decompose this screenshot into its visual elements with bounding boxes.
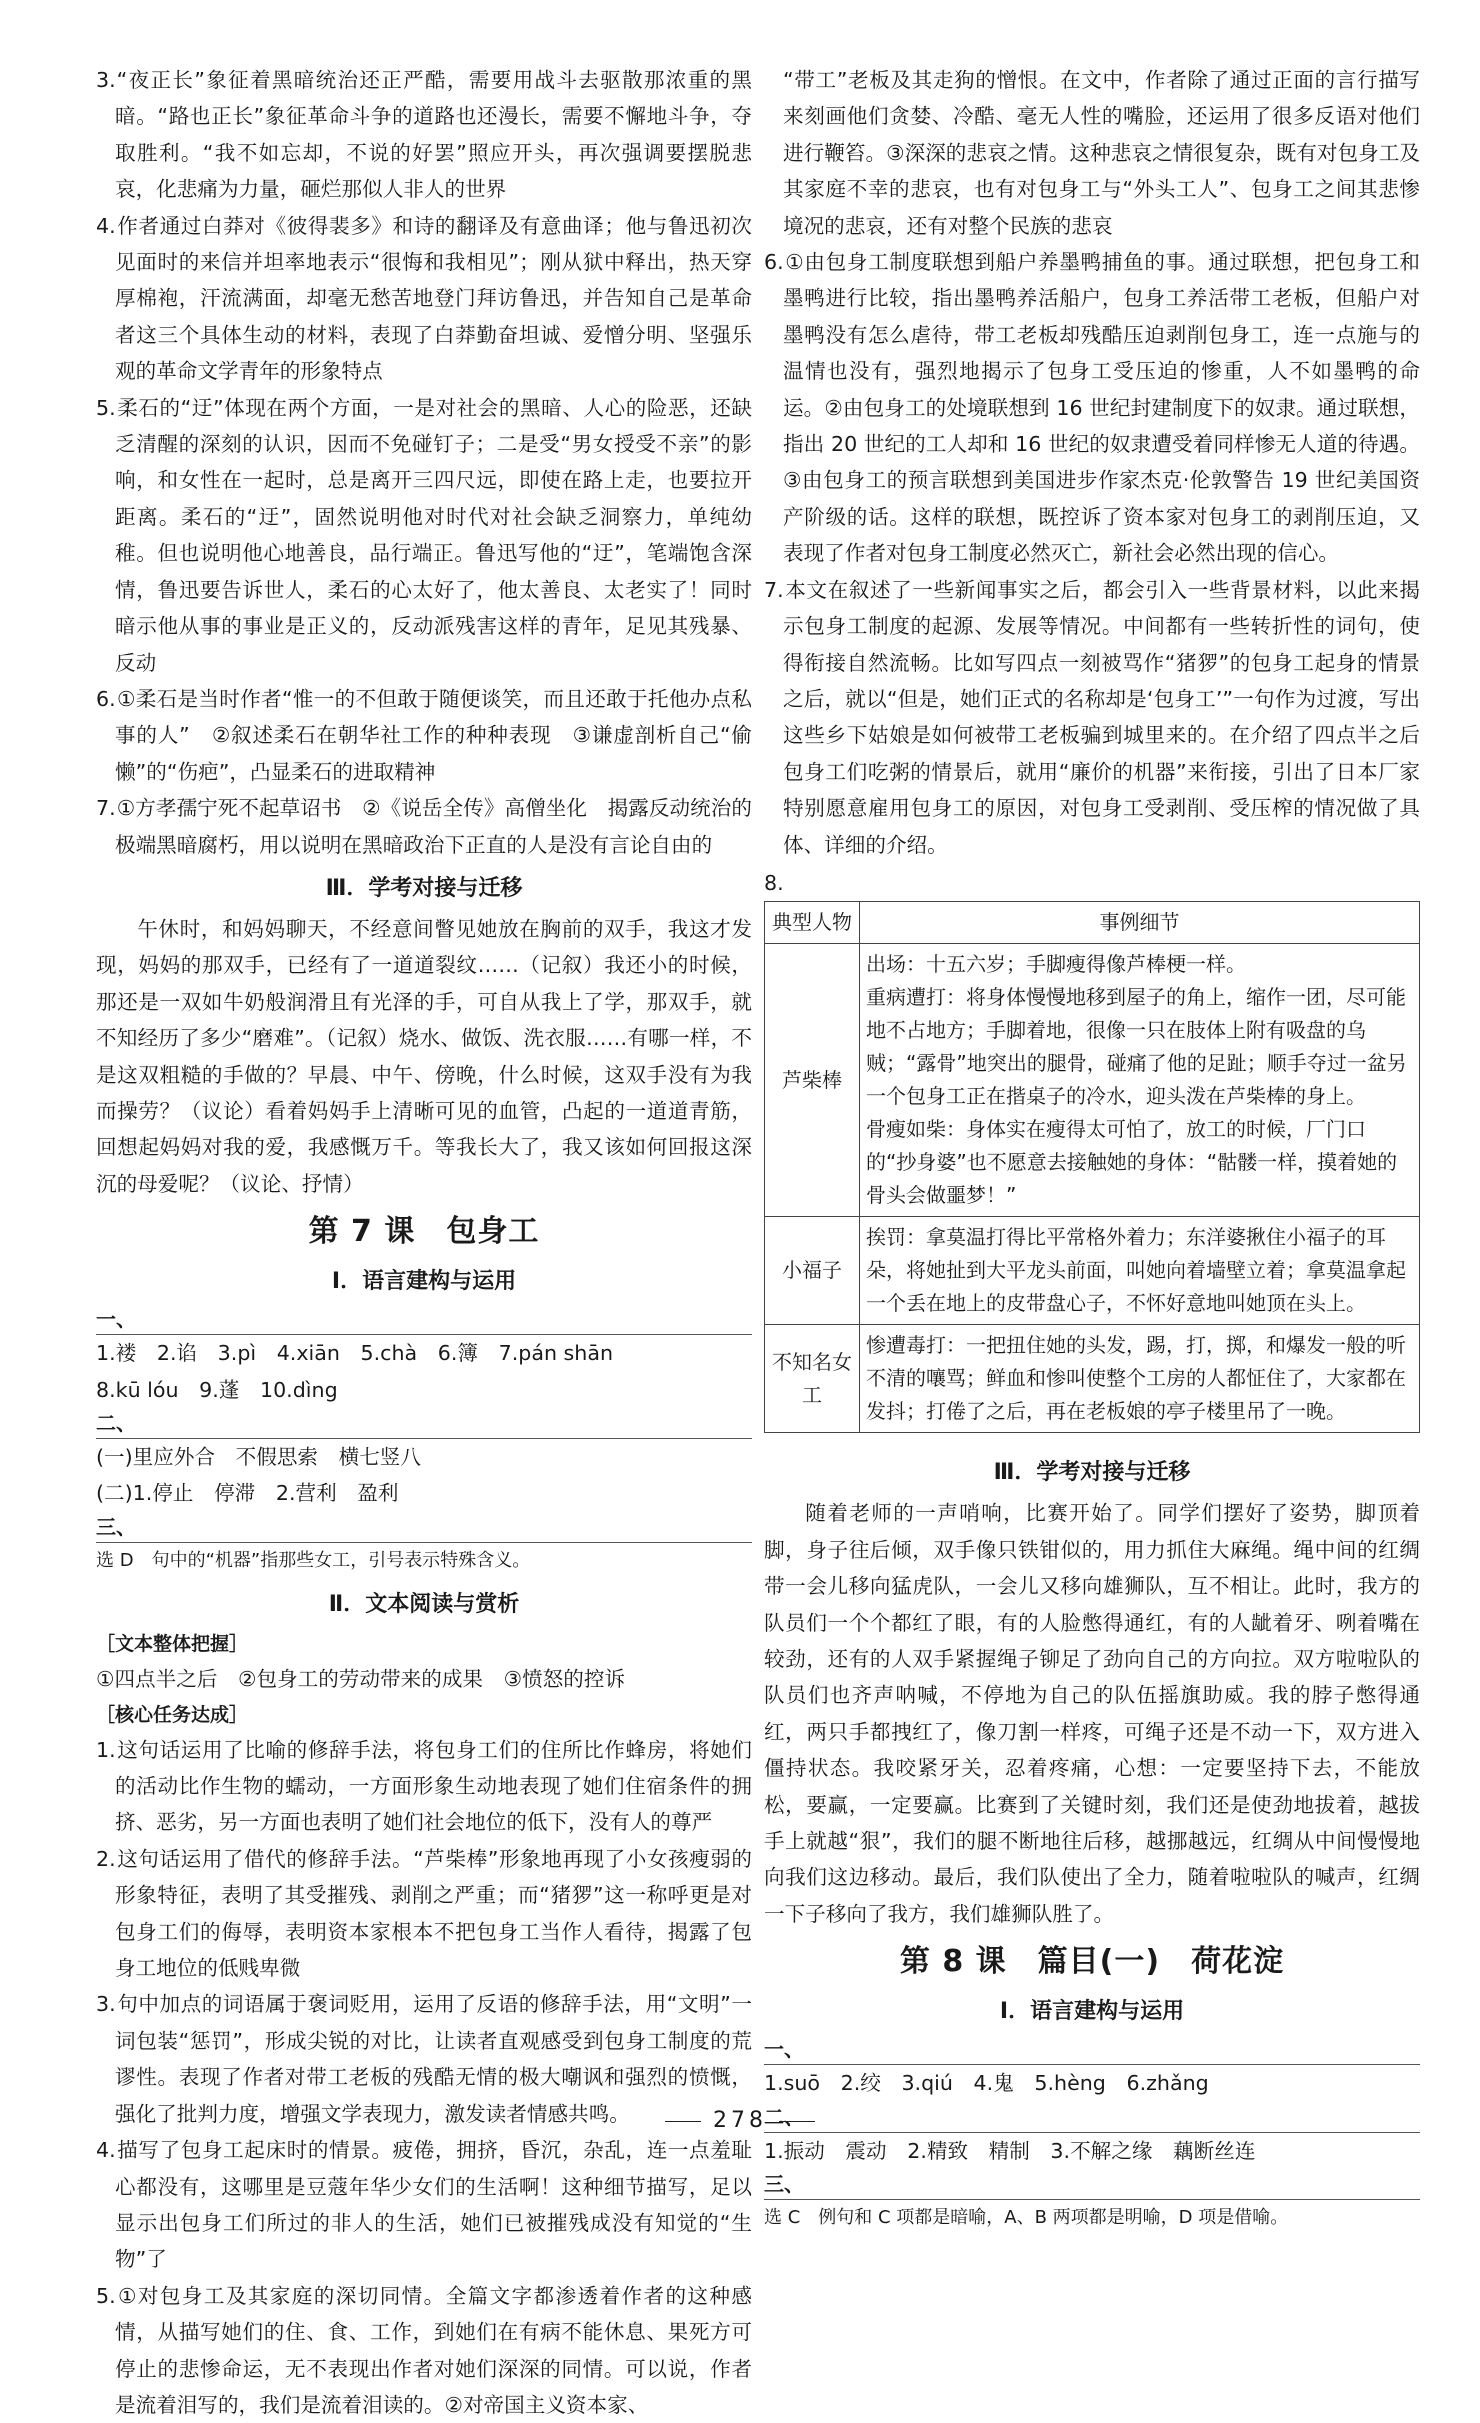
section-title-language-8: Ⅰ．语言建构与运用	[999, 1999, 1185, 2025]
answer-list-top	[96, 62, 752, 863]
part-one-line-8: 1.suō 2.绞 3.qiú 4.鬼 5.hèng 6.zhǎng	[764, 2071, 1209, 2096]
part-two-line-2: (二)1.停止 停滞 2.营利 盈利	[96, 1481, 399, 1506]
answer-number: 7.	[96, 796, 116, 821]
answer-text: ①柔石是当时作者“惟一的不但敢于随便谈笑，而且还敢于托他办点私事的人” ②叙述柔石在朝华社工作的种种表现 ③谦虚剖析自己“偷懒”的“伤疤”，凸显柔石的进取精神	[115, 686, 752, 784]
answer-text: 柔石的“迂”体现在两个方面，一是对社会的黑暗、人心的险恶，还缺乏清醒的深刻的认识，因而不免碰钉子；二是受“男女授受不亲”的影响，和女性在一起时，总是离开三四尺远，即使在路上走，也要拉开距离。柔石的“迂”，固然说明他对时代对社会缺乏洞察力，单纯幼稚。但也说明他心地善良，品行端正。鲁迅写他的“迂”，笔端饱含深情，鲁迅要告诉世人，柔石的心太好了，他太善良、太老实了！同时暗示他从事的事业是正义的，反动派残害这样的青年，足见其残暴、反动	[115, 395, 752, 675]
part-three-label: 三、	[96, 1514, 136, 1539]
table-cell-character: 芦柴棒	[765, 944, 860, 1217]
overall-answer: ①四点半之后 ②包身工的劳动带来的成果 ③愤怒的控诉	[96, 1667, 626, 1692]
answer-text: ①由包身工制度联想到船户养墨鸭捕鱼的事。通过联想，把包身工和墨鸭进行比较，指出墨鸭养活船户，包身工养活带工老板，但船户对墨鸭没有怎么虐待，带工老板却残酷压迫剥削包身工，连一点施与的温情也没有，强烈地揭示了包身工受压迫的惨重，人不如墨鸭的命运。②由包身工的处境联想到 16 世纪封建制度下的奴隶。通过联想，指出 20 世纪的工人却和 16 世纪的奴隶遭受着同样惨无人道的待遇。③由包身工的预言联想到美国进步作家杰克·伦敦警告 19 世纪美国资产阶级的话。这样的联想，既控诉了资本家对包身工的剥削压迫，又表现了作者对包身工制度必然灭亡，新社会必然出现的信心。	[783, 250, 1420, 566]
part-two-line-1: (一)里应外合 不假思索 横七竖八	[96, 1445, 421, 1469]
table-cell-character: 不知名女工	[765, 1325, 860, 1433]
answer-number: 5.	[96, 395, 116, 420]
transfer-answer-left: 午休时，和妈妈聊天，不经意间瞥见她放在胸前的双手，我这才发现，妈妈的那双手，已经有了一道道裂纹……（记叙）我还小的时候，那还是一双如牛奶般润滑且有光泽的手，可自从我上了学，那双手，就不知经历了多少“磨难”。（记叙）烧水、做饭、洗衣服……有哪一样，不是这双粗糙的手做的？早晨、中午、傍晚，什么时候，这双手没有为我而操劳？（议论）看着妈妈手上清晰可见的血管，凸起的一道道青筋，回想起妈妈对我的爱，我感慨万千。等我长大了，我又该如何回报这深沉的母爱呢？（议论、抒情）	[96, 916, 752, 1196]
right-column	[764, 62, 1420, 2236]
answer-text: 描写了包身工起床时的情景。疲倦，拥挤，昏沉，杂乱，连一点羞耻心都没有，这哪里是豆蔻年华少女们的生活啊！这种细节描写，足以显示出包身工们所过的非人的生活，她们已被摧残成没有知觉的“生物”了	[115, 2138, 752, 2272]
answer-list-right	[764, 244, 1420, 863]
item-8-number: 8.	[764, 870, 784, 895]
character-table	[764, 901, 1420, 1433]
part-one-line-1: 1.褛 2.谄 3.pì 4.xiān 5.chà 6.簿 7.pán shān	[96, 1341, 613, 1366]
bracket-heading-overall: ［文本整体把握］	[96, 1633, 249, 1656]
part-one-label: 一、	[96, 1307, 136, 1332]
answer-number: 3.	[96, 1992, 116, 2017]
part-three-line-8: 选 C 例句和 C 项都是暗喻，A、B 两项都是明喻，D 项是借喻。	[764, 2207, 1289, 2229]
lesson-8-title: 第 8 课 篇目(一) 荷花淀	[899, 1944, 1285, 1980]
part-one-label-8: 一、	[764, 2037, 804, 2062]
answer-number: 3.	[96, 68, 116, 92]
footer-dash	[665, 2121, 701, 2122]
section-title-transfer-left: Ⅲ．学考对接与迁移	[325, 875, 523, 901]
answer-item	[96, 2132, 752, 2278]
table-row	[765, 1217, 1420, 1325]
answer-text: ①对包身工及其家庭的深切同情。全篇文字都渗透着作者的这种感情，从描写她们的住、食、工作，到她们在有病不能休息、果死方可停止的悲惨命运，无不表现出作者对她们深深的同情。可以说，作者是流着泪写的，我们是流着泪读的。②对帝国主义资本家、	[115, 2283, 752, 2417]
answer-item	[96, 790, 752, 863]
part-two-label: 二、	[96, 1411, 136, 1435]
page-footer	[0, 2108, 1480, 2133]
left-column	[96, 62, 752, 2423]
answer-text: 句中加点的词语属于褒词贬用，运用了反语的修辞手法，用“文明”一词包装“惩罚”，形成尖锐的对比，让读者直观感受到包身工制度的荒谬性。表现了作者对带工老板的残酷无情的极大嘲讽和强烈的愤慨，强化了批判力度，增强文学表现力，激发读者情感共鸣。	[115, 1992, 752, 2126]
answer-item	[96, 390, 752, 681]
table-header-detail: 事例细节	[860, 902, 1420, 944]
part-two-line-8: 1.振动 震动 2.精致 精制 3.不解之缘 藕断丝连	[764, 2138, 1256, 2163]
table-body	[765, 944, 1420, 1433]
table-cell-detail: 出场：十五六岁；手脚瘦得像芦棒梗一样。 重病遭打：将身体慢慢地移到屋子的角上，缩作一团，尽可能地不占地方；手脚着地，很像一只在肢体上附有吸盘的乌贼；“露骨”地突出的腿骨，碰痛了他的足趾；顺手夺过一盆另一个包身工正在揩桌子的冷水，迎头泼在芦柴棒的身上。 骨瘦如柴：身体实在瘦得太可怕了，放工的时候，厂门口的“抄身婆”也不愿意去接触她的身体：“骷髅一样，摸着她的骨头会做噩梦！”	[860, 944, 1420, 1217]
answer-list-bottom	[96, 1732, 752, 2423]
table-cell-detail: 挨罚：拿莫温打得比平常格外着力；东洋婆揪住小福子的耳朵，将她扯到大平龙头前面，叫她向着墙壁立着；拿莫温拿起一个丢在地上的皮带盘心子，不怀好意地叫她顶在头上。	[860, 1217, 1420, 1325]
table-row	[765, 944, 1420, 1217]
transfer-answer-right: 随着老师的一声哨响，比赛开始了。同学们摆好了姿势，脚顶着脚，身子往后倾，双手像只铁钳似的，用力抓住大麻绳。绳中间的红绸带一会儿移向猛虎队，一会儿又移向雄狮队，互不相让。此时，我方的队员们一个个都红了眼，有的人脸憋得通红，有的人龇着牙、咧着嘴在较劲，还有的人双手紧握绳子铆足了劲向自己的方向拉。双方啦啦队的队员们也齐声呐喊，不停地为自己的队伍摇旗助威。我的脖子憋得通红，两只手都拽红了，像刀割一样疼，可绳子还是不动一下，双方进入僵持状态。我咬紧牙关，忍着疼痛，心想：一定要坚持下去，不能放松，要赢，一定要赢。比赛到了关键时刻，我们还是使劲地拔着，越拔手上就越“狠”，我们的腿不断地往后移，越挪越远，红绸从中间慢慢地向我们这边移动。最后，我们队使出了全力，随着啦啦队的喊声，红绸一下子移向了我方，我们雄狮队胜了。	[764, 1501, 1420, 1926]
table-header-row	[765, 902, 1420, 944]
section-title-reading: Ⅱ．文本阅读与赏析	[328, 1592, 520, 1618]
part-one-line-2: 8.kū lóu 9.蓬 10.dìng	[96, 1377, 338, 1402]
answer-number: 4.	[96, 213, 116, 238]
answer-number: 6.	[96, 686, 116, 711]
answer-number: 1.	[96, 1737, 116, 1762]
answer-text: 本文在叙述了一些新闻事实之后，都会引入一些背景材料，以此来揭示包身工制度的起源、发展等情况。中间都有一些转折性的词句，使得衔接自然流畅。比如写四点一刻被骂作“猪猡”的包身工起身的情景之后，就以“但是，她们正式的名称却是‘包身工’”一句作为过渡，写出这些乡下姑娘是如何被带工老板骗到城里来的。在介绍了四点半之后包身工们吃粥的情景后，就用“廉价的机器”来衔接，引出了日本厂家特别愿意雇用包身工的原因，对包身工受剥削、受压榨的情况做了具体、详细的介绍。	[783, 577, 1420, 857]
answer-item	[764, 244, 1420, 572]
part-two-label-8: 二、	[764, 2104, 804, 2129]
answer-number: 7.	[764, 577, 784, 602]
part-three-line-1: 选 D 句中的“机器”指那些女工，引号表示特殊含义。	[96, 1549, 531, 1571]
answer-item	[96, 208, 752, 390]
answer-number: 2.	[96, 1846, 116, 1871]
table-cell-detail: 惨遭毒打：一把扭住她的头发，踢，打，掷，和爆发一般的听不清的嚷骂；鲜血和惨叫使整个工房的人都怔住了，大家都在发抖；打倦了之后，再在老板娘的亭子楼里吊了一晚。	[860, 1325, 1420, 1433]
page-number: 278	[713, 2108, 767, 2133]
answer-text: 这句话运用了比喻的修辞手法，将包身工们的住所比作蜂房，将她们的活动比作生物的蠕动，一方面形象生动地表现了她们住宿条件的拥挤、恶劣，另一方面也表明了她们社会地位的低下，没有人的尊严	[115, 1737, 752, 1835]
answer-item	[96, 62, 752, 208]
answer-item	[96, 1732, 752, 1841]
answer-number: 6.	[764, 250, 784, 275]
answer-text: ①方孝孺宁死不起草诏书 ②《说岳全传》高僧坐化 揭露反动统治的极端黑暗腐朽，用以说明在黑暗政治下正直的人是没有言论自由的	[115, 796, 752, 857]
answer-text: “夜正长”象征着黑暗统治还正严酷，需要用战斗去驱散那浓重的黑暗。“路也正长”象征革命斗争的道路也还漫长，需要不懈地斗争，夺取胜利。“我不如忘却，不说的好罢”照应开头，再次强调要摆脱悲哀，化悲痛为力量，砸烂那似人非人的世界	[115, 68, 752, 202]
answer-item	[764, 572, 1420, 863]
answer-item	[96, 1841, 752, 1987]
section-title-language: Ⅰ．语言建构与运用	[331, 1269, 517, 1295]
continued-answer: “带工”老板及其走狗的憎恨。在文中，作者除了通过正面的言行描写来刻画他们贪婪、冷酷、毫无人性的嘴脸，还运用了很多反语对他们进行鞭笞。③深深的悲哀之情。这种悲哀之情很复杂，既有对包身工及其家庭不幸的悲哀，也有对包身工与“外头工人”、包身工之间其悲惨境况的悲哀，还有对整个民族的悲哀	[783, 68, 1420, 238]
part-three-label-8: 三、	[764, 2172, 804, 2197]
footer-dash	[779, 2121, 815, 2122]
answer-number: 5.	[96, 2283, 116, 2308]
table-row	[765, 1325, 1420, 1433]
answer-text: 作者通过白莽对《彼得裴多》和诗的翻译及有意曲译；他与鲁迅初次见面时的来信并坦率地表示“很悔和我相见”；刚从狱中释出，热天穿厚棉袍，汗流满面，却毫无愁苦地登门拜访鲁迅，并告知自己是革命者这三个具体生动的材料，表现了白莽勤奋坦诚、爱憎分明、坚强乐观的革命文学青年的形象特点	[115, 213, 752, 384]
answer-text: 这句话运用了借代的修辞手法。“芦柴棒”形象地再现了小女孩瘦弱的形象特征，表明了其受摧残、剥削之严重；而“猪猡”这一称呼更是对包身工们的侮辱，表明资本家根本不把包身工当作人看待，揭露了包身工地位的低贱卑微	[115, 1846, 752, 1981]
answer-number: 4.	[96, 2138, 116, 2163]
bracket-heading-core: ［核心任务达成］	[96, 1703, 249, 1726]
table-header-character: 典型人物	[765, 902, 860, 944]
answer-item	[96, 681, 752, 790]
lesson-7-title: 第 7 课 包身工	[308, 1214, 540, 1250]
section-title-transfer-right: Ⅲ．学考对接与迁移	[993, 1460, 1191, 1486]
answer-item	[96, 2278, 752, 2423]
table-cell-character: 小福子	[765, 1217, 860, 1325]
